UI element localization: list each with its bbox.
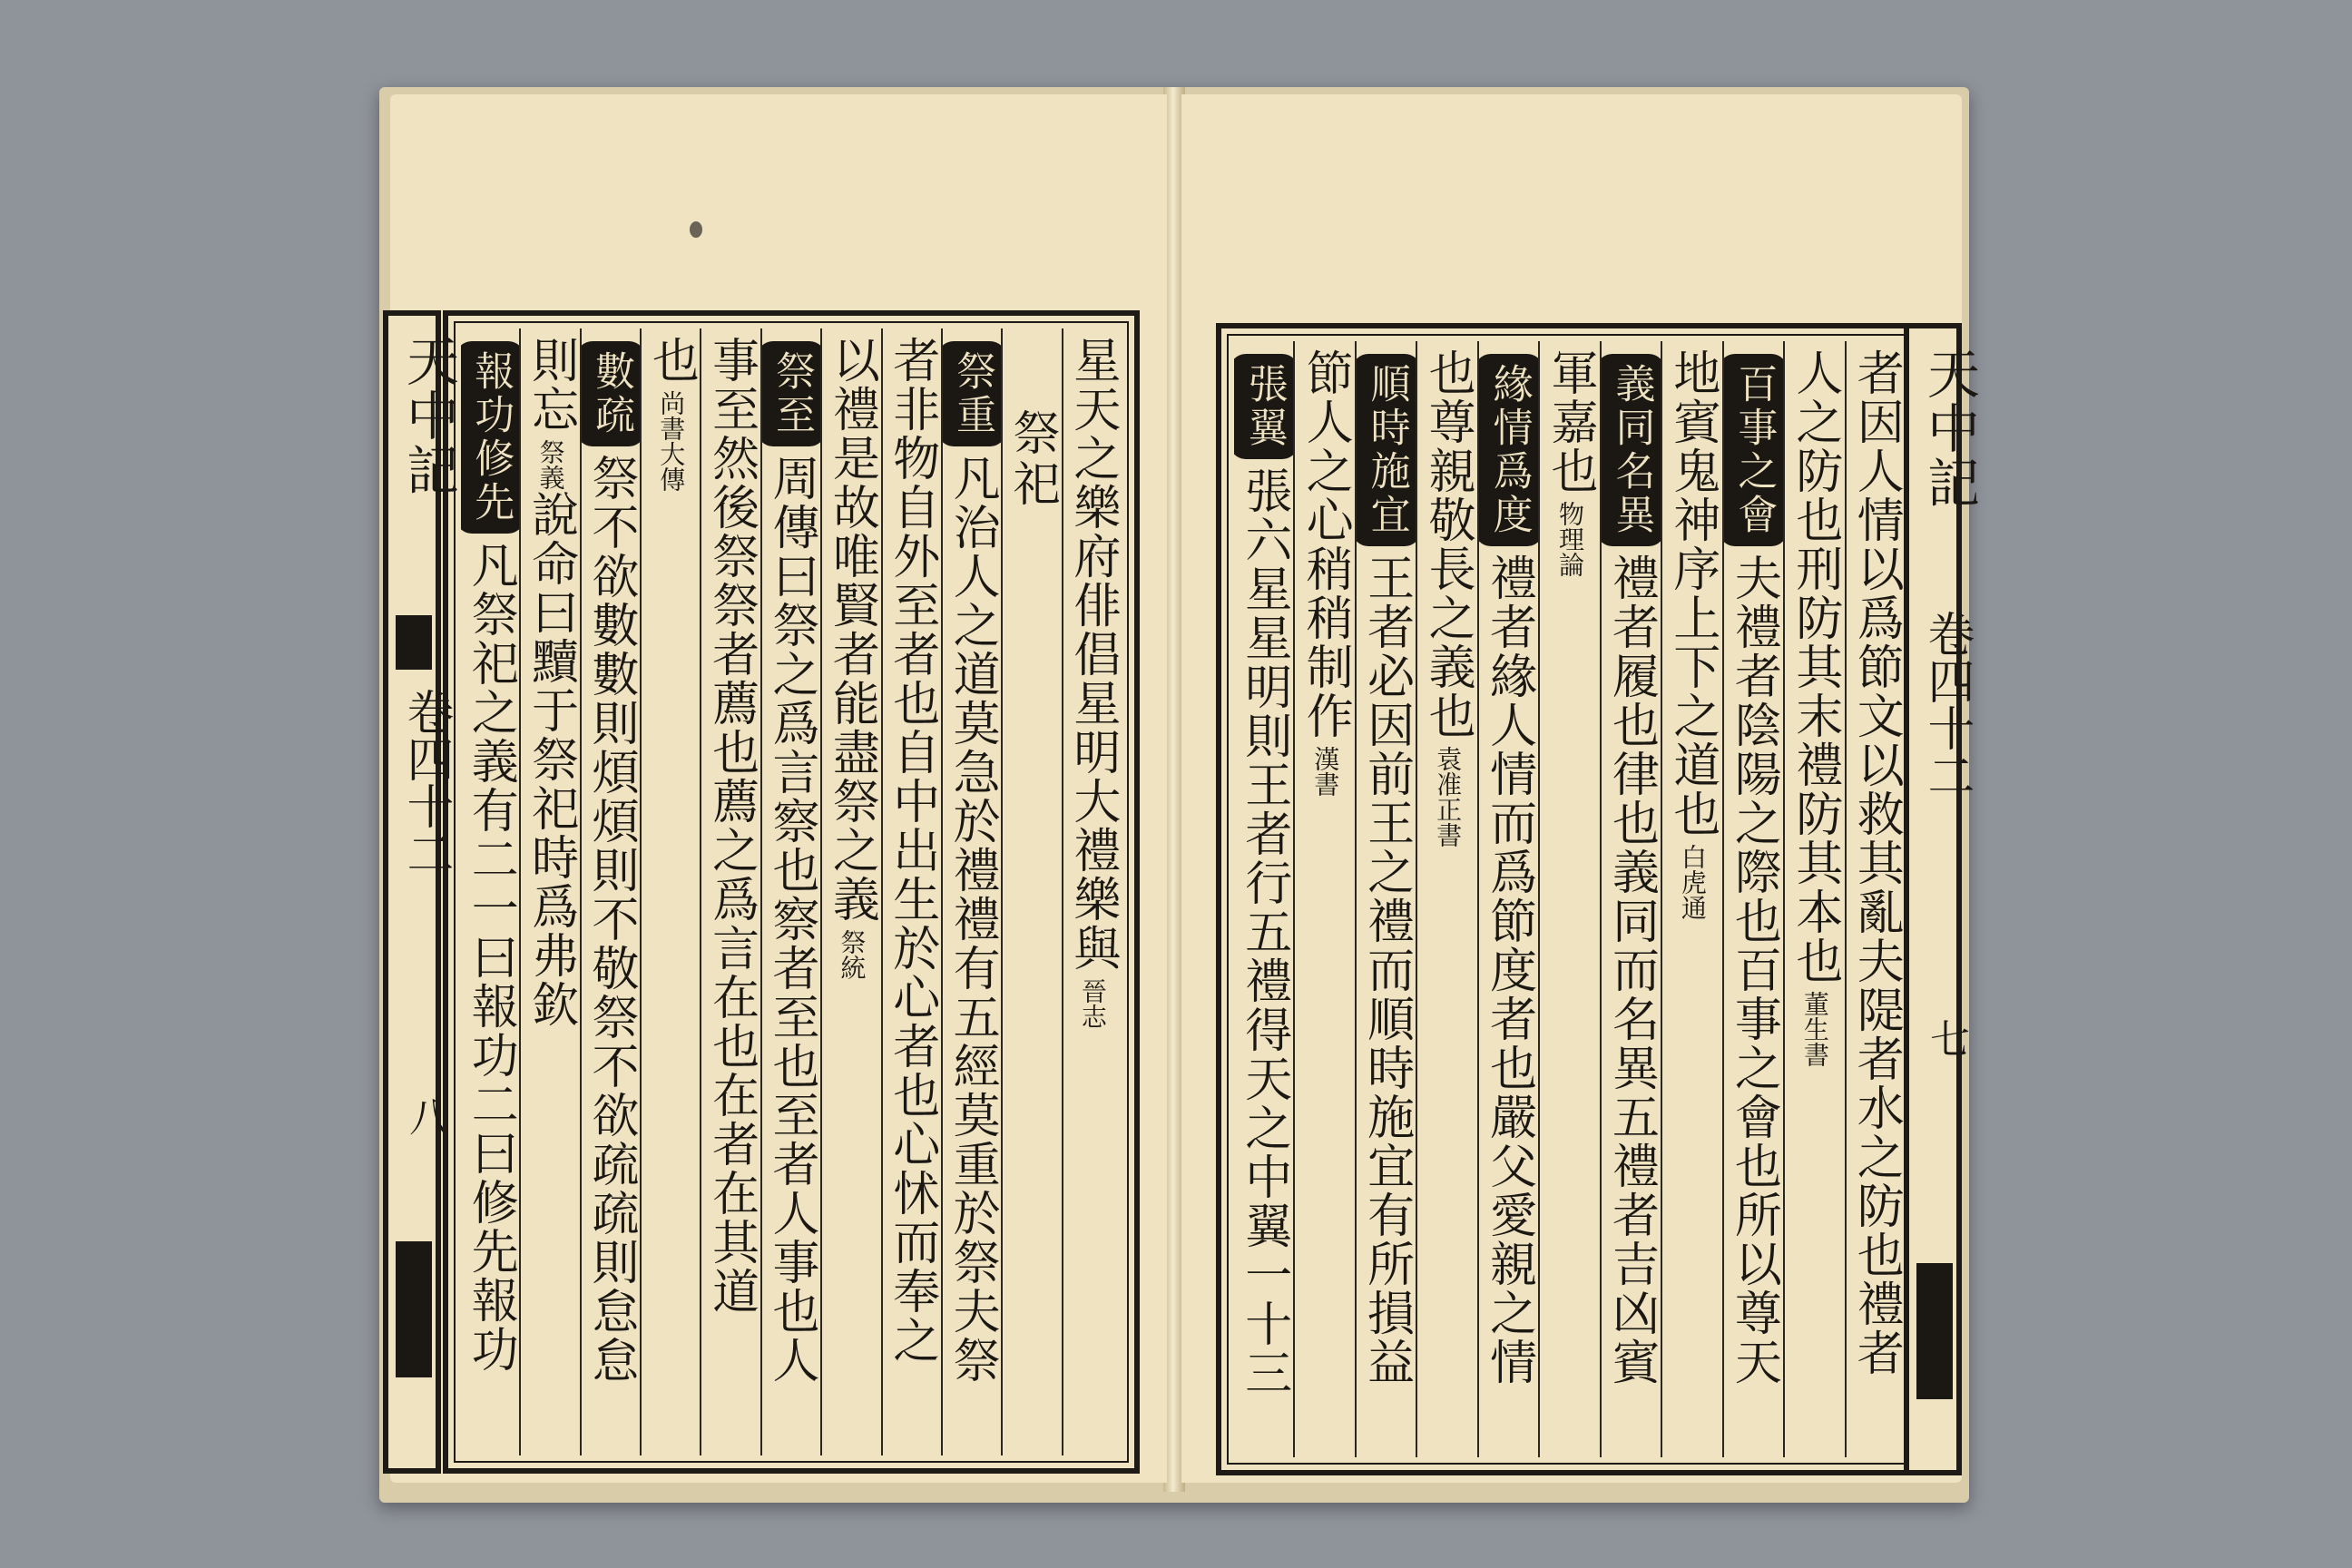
column [1600, 341, 1661, 1457]
entry-tag: 祭重 [941, 341, 1001, 446]
entry-tag: 報功修先 [461, 341, 519, 534]
column-text: 軍嘉也 [1543, 348, 1598, 495]
column-text: 凡治人之道莫急於禮禮有五經莫重於祭夫祭 [945, 454, 1000, 1385]
entry-tag: 順時施宜 [1355, 354, 1416, 546]
left-page-margin [383, 310, 459, 1474]
column [461, 328, 519, 1455]
fishtail-mark [1916, 1263, 1953, 1399]
column-text: 禮者履也律也義同而名異五禮者吉凶賓 [1603, 554, 1659, 1387]
left-margin-chapter: 卷四十二 [398, 688, 453, 877]
column-text: 張六星星明則王者行五禮得天之中翼一十三 [1236, 466, 1291, 1397]
right-page [1181, 94, 1980, 1483]
column [820, 328, 880, 1455]
column-text: 王者必因前王之禮而順時施宜有所損益 [1358, 554, 1414, 1387]
right-margin-chapter: 卷四十二 [1919, 610, 1974, 799]
left-columns [461, 328, 1122, 1455]
column-note: 晉志 [1077, 978, 1108, 1029]
entry-tag: 數疏 [580, 341, 640, 446]
column [881, 328, 941, 1455]
column [640, 328, 700, 1455]
column [1293, 341, 1354, 1457]
column-note: 祭統 [837, 929, 867, 980]
right-columns [1234, 341, 1906, 1457]
column-note: 物理論 [1555, 501, 1585, 577]
left-page [390, 94, 1167, 1483]
column-text: 節人之心稍稍制作 [1298, 348, 1353, 740]
column [760, 328, 820, 1455]
column [1845, 341, 1906, 1457]
column-text: 凡祭祀之義有二一曰報功二曰修先報功 [463, 541, 518, 1374]
right-page-margin [1904, 323, 1980, 1475]
column-text: 也 [643, 336, 699, 385]
left-margin-book-title: 天中記 [397, 334, 459, 497]
column-text: 祭不欲數數則煩煩則不敬祭不欲疏疏則怠怠 [583, 454, 638, 1385]
paper-spot [690, 221, 702, 238]
left-text-frame [443, 310, 1140, 1474]
column [700, 328, 760, 1455]
column [580, 328, 640, 1455]
column-note: 祭義 [535, 439, 566, 490]
column [1234, 341, 1293, 1457]
column-text: 人之防也刑防其末禮防其本也 [1787, 348, 1842, 985]
column [1477, 341, 1538, 1457]
column [941, 328, 1001, 1455]
column [1062, 328, 1122, 1455]
column-note: 尚書大傳 [656, 390, 687, 492]
column-text: 者非物自外至者也自中出生於心者也心怵而奉之 [884, 336, 939, 1365]
right-text-frame [1216, 323, 1924, 1475]
left-margin-page-number: 八 [402, 1096, 448, 1136]
column-text: 禮者緣人情而爲節度者也嚴父愛親之情 [1481, 554, 1536, 1387]
column [1001, 328, 1061, 1455]
column [1416, 341, 1476, 1457]
fishtail-mark [396, 615, 432, 670]
column-text: 星天之樂府俳倡星明大禮樂與 [1064, 336, 1120, 973]
entry-tag: 祭至 [760, 341, 820, 446]
column-text: 則忘 [523, 336, 578, 434]
column-note: 漢書 [1310, 746, 1341, 797]
entry-tag: 義同名異 [1600, 354, 1661, 546]
column [1783, 341, 1844, 1457]
column-text: 夫禮者陰陽之際也百事之會也所以尊天 [1726, 554, 1781, 1387]
column-text: 地賓鬼神序上下之道也 [1664, 348, 1720, 838]
column-text: 以禮是故唯賢者能盡祭之義 [824, 336, 879, 924]
column-text: 也尊親敬長之義也 [1420, 348, 1475, 740]
column-note: 袁准正書 [1433, 746, 1464, 848]
column-note: 董生書 [1799, 991, 1830, 1067]
column-text: 事至然後祭祭者薦也薦之爲言在也在者在其道 [703, 336, 759, 1316]
column-text-continued: 說命曰黷于祭祀時爲弗欽 [523, 490, 578, 1029]
right-margin-book-title: 天中記 [1918, 347, 1980, 510]
column [1355, 341, 1416, 1457]
entry-tag: 百事之會 [1722, 354, 1783, 546]
section-heading: 祭祀 [1004, 408, 1059, 510]
column-note: 白虎通 [1677, 844, 1708, 920]
entry-tag: 張翼 [1234, 354, 1293, 459]
right-margin-page-number: 七 [1923, 1018, 1969, 1058]
column [1722, 341, 1783, 1457]
column-text: 者因人情以爲節文以救其亂夫隄者水之防也禮者 [1848, 348, 1904, 1377]
entry-tag: 緣情爲度 [1477, 354, 1538, 546]
fishtail-mark [396, 1241, 432, 1377]
column-text: 周傳曰祭之爲言察也察者至也至者人事也人 [764, 454, 819, 1385]
column [519, 328, 579, 1455]
column [1661, 341, 1721, 1457]
column [1538, 341, 1599, 1457]
